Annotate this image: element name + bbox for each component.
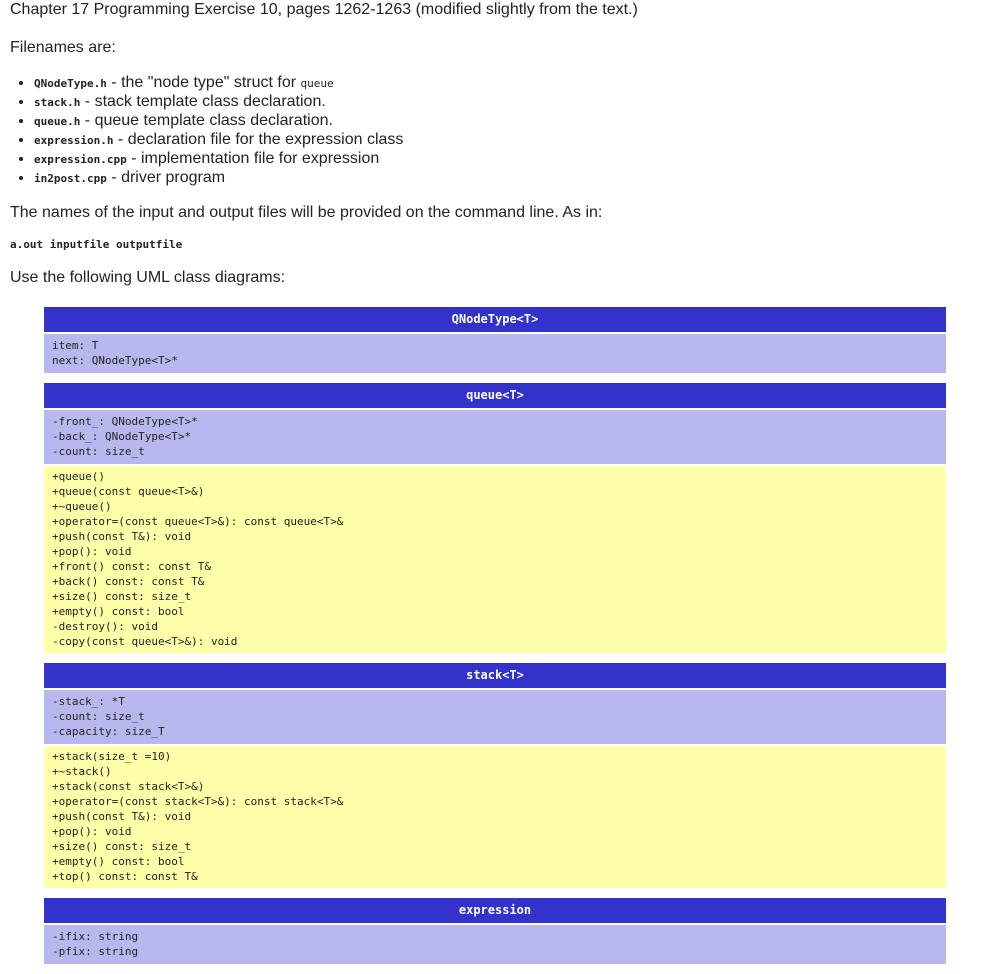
uml-method: +stack(const stack<T>&)	[52, 780, 205, 793]
uml-method: +queue(const queue<T>&)	[52, 485, 205, 498]
list-item	[34, 131, 988, 150]
file-description: declaration file for the expression class	[127, 131, 404, 148]
separator: -	[80, 93, 95, 110]
uml-method: +back() const: const T&	[52, 575, 205, 588]
uml-method: +size() const: size_t	[52, 590, 192, 603]
uml-method: +pop(): void	[52, 825, 132, 838]
uml-method: +~queue()	[52, 500, 112, 513]
uml-attribute: -stack_: *T	[52, 695, 125, 708]
uml-method: +operator=(const stack<T>&): const stack<T>&	[52, 795, 344, 808]
separator: -	[113, 131, 128, 148]
uml-method: +queue()	[52, 470, 105, 483]
uml-methods	[44, 744, 946, 888]
uml-method: -copy(const queue<T>&): void	[52, 635, 238, 648]
file-name: QNodeType.h	[34, 77, 107, 90]
uml-attribute: next: QNodeType<T>*	[52, 354, 178, 367]
file-name: queue.h	[34, 115, 81, 128]
uml-attribute: -capacity: size_T	[52, 725, 165, 738]
list-item	[34, 74, 988, 93]
uml-method: +operator=(const queue<T>&): const queue<T>&	[52, 515, 344, 528]
uml-class-name: stack<T>	[44, 663, 946, 690]
uml-method: +pop(): void	[52, 545, 132, 558]
uml-attribute: -front_: QNodeType<T>*	[52, 415, 198, 428]
uml-method: +top() const: const T&	[52, 870, 198, 883]
file-description: stack template class declaration.	[94, 93, 326, 110]
uml-class-box	[44, 307, 946, 373]
uml-class-box	[44, 898, 946, 964]
uml-attribute: item: T	[52, 339, 99, 352]
uml-attributes	[44, 410, 946, 464]
uml-method: +size() const: size_t	[52, 840, 192, 853]
uml-methods	[44, 464, 946, 653]
file-list	[10, 74, 988, 188]
file-description: the "node type" struct for	[121, 74, 301, 91]
uml-method: +front() const: const T&	[52, 560, 211, 573]
file-description: implementation file for expression	[140, 150, 380, 167]
uml-class-name: expression	[44, 898, 946, 925]
uml-method: -destroy(): void	[52, 620, 158, 633]
document	[0, 1, 998, 287]
separator: -	[80, 112, 95, 129]
uml-method: +push(const T&): void	[52, 810, 192, 823]
uml-attribute: -pfix: string	[52, 945, 139, 958]
uml-attribute: -count: size_t	[52, 445, 145, 458]
separator: -	[126, 150, 141, 167]
uml-class-box	[44, 383, 946, 653]
list-item	[34, 169, 988, 188]
uml-class-name: QNodeType<T>	[44, 307, 946, 334]
separator: -	[106, 169, 122, 186]
uml-intro: Use the following UML class diagrams:	[10, 269, 286, 286]
list-item	[34, 93, 988, 112]
uml-class-box	[44, 663, 946, 888]
uml-class-name: queue<T>	[44, 383, 946, 410]
uml-method: +empty() const: bool	[52, 855, 185, 868]
uml-attribute: -back_: QNodeType<T>*	[52, 430, 192, 443]
uml-attributes	[44, 690, 946, 744]
uml-diagrams	[44, 307, 946, 974]
list-item	[34, 150, 988, 169]
command-line-example: a.out inputfile outputfile	[10, 238, 183, 251]
file-name: stack.h	[34, 96, 81, 109]
file-description: queue template class declaration.	[94, 112, 333, 129]
uml-attribute: -count: size_t	[52, 710, 145, 723]
uml-method: +~stack()	[52, 765, 112, 778]
file-name: expression.h	[34, 134, 114, 147]
uml-method: +stack(size_t =10)	[52, 750, 172, 763]
file-name: expression.cpp	[34, 153, 127, 166]
uml-attributes	[44, 334, 946, 373]
command-intro: The names of the input and output files will be provided on the command line. As in:	[10, 204, 603, 221]
uml-attribute: -ifix: string	[52, 930, 139, 943]
separator: -	[106, 74, 122, 91]
file-name: in2post.cpp	[34, 172, 107, 185]
uml-method: +empty() const: bool	[52, 605, 185, 618]
uml-method: +push(const T&): void	[52, 530, 192, 543]
filenames-intro: Filenames are:	[10, 39, 116, 56]
page-title: Chapter 17 Programming Exercise 10, pages 1262-1263 (modified slightly from the text.)	[10, 1, 638, 18]
file-description-code: queue	[300, 77, 334, 90]
file-description: driver program	[121, 169, 226, 186]
list-item	[34, 112, 988, 131]
